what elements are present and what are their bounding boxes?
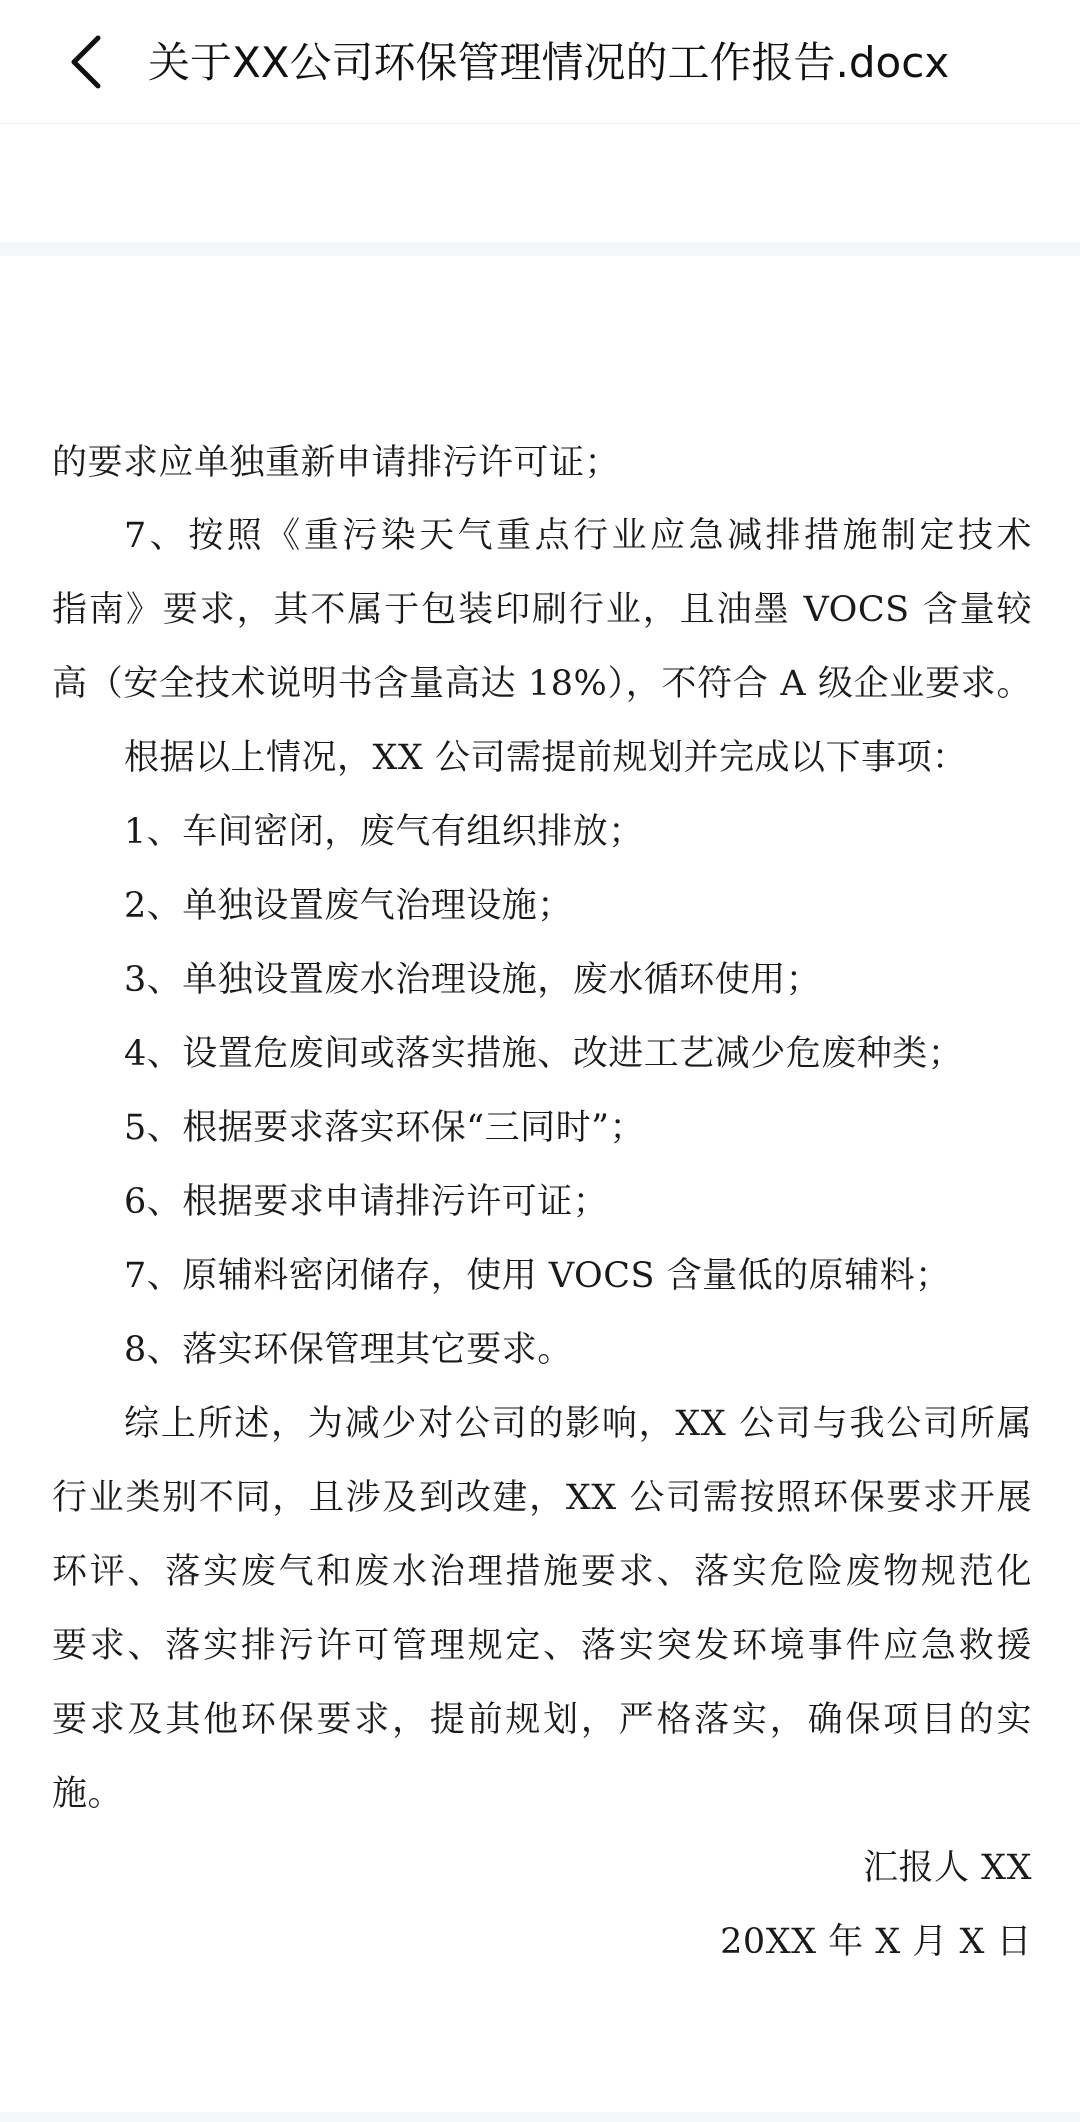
report-date: 20XX 年 X 月 X 日 <box>720 1922 1032 1962</box>
text-line: 要求及其他环保要求，提前规划，严格落实，确保项目的实 <box>52 1700 1032 1740</box>
text-line: 高（安全技术说明书含量高达 18%），不符合 A 级企业要求。 <box>52 664 1032 704</box>
text-line: 的要求应单独重新申请排污许可证； <box>52 443 621 483</box>
text-line: 指南》要求，其不属于包装印刷行业，且油墨 VOCS 含量较 <box>52 590 1032 630</box>
list-item: 2、单独设置废气治理设施； <box>124 886 573 926</box>
text-line: 根据以上情况，XX 公司需提前规划并完成以下事项： <box>124 738 968 778</box>
list-item: 5、根据要求落实环保“三同时”； <box>124 1108 646 1148</box>
text-line: 要求、落实排污许可管理规定、落实突发环境事件应急救援 <box>52 1626 1032 1666</box>
text-line: 环评、落实废气和废水治理措施要求、落实危险废物规范化 <box>52 1552 1032 1592</box>
list-item: 8、落实环保管理其它要求。 <box>124 1330 573 1370</box>
list-item: 1、车间密闭，废气有组织排放； <box>124 812 644 852</box>
text-line: 行业类别不同，且涉及到改建，XX 公司需按照环保要求开展 <box>52 1478 1032 1518</box>
app-bar <box>0 0 1080 124</box>
page-gap-top <box>0 242 1080 256</box>
document-title: 关于XX公司环保管理情况的工作报告.docx <box>148 38 950 87</box>
list-item: 3、单独设置废水治理设施，废水循环使用； <box>124 960 822 1000</box>
list-item: 4、设置危废间或落实措施、改进工艺减少危废种类； <box>124 1034 964 1074</box>
text-line: 综上所述，为减少对公司的影响，XX 公司与我公司所属 <box>124 1404 1032 1444</box>
back-button[interactable] <box>52 28 120 96</box>
chevron-left-icon <box>66 34 106 90</box>
list-item: 6、根据要求申请排污许可证； <box>124 1182 609 1222</box>
page-gap-bottom <box>0 2112 1080 2122</box>
text-line: 7、按照《重污染天气重点行业应急减排措施制定技术 <box>124 516 1032 556</box>
text-line: 施。 <box>52 1774 124 1814</box>
list-item: 7、原辅料密闭储存，使用 VOCS 含量低的原辅料； <box>124 1256 951 1296</box>
document-page[interactable] <box>0 256 1080 2112</box>
reporter-signature: 汇报人 XX <box>863 1848 1032 1888</box>
